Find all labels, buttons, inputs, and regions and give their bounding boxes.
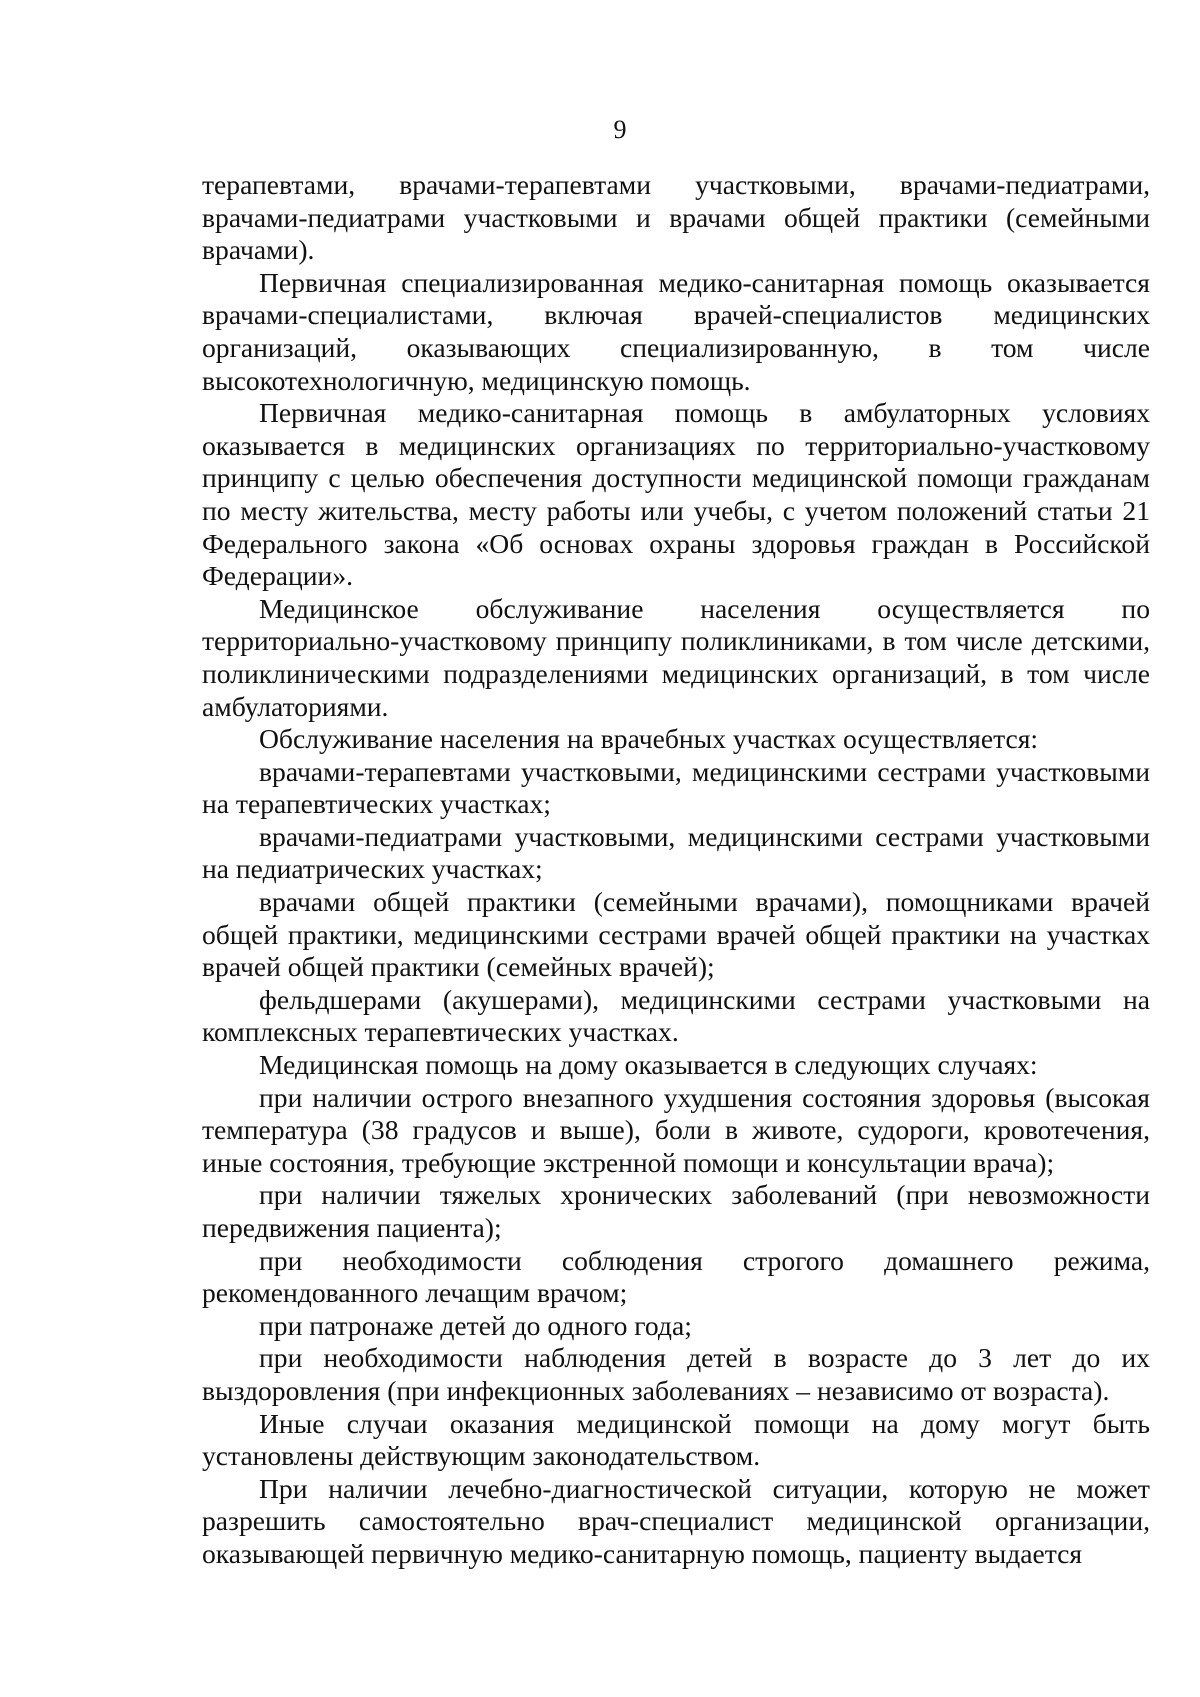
paragraph-medical-service-principle: Медицинское обслуживание населения осуществляется по территориально-участковому принципу поликлиниками, в том числе детскими, поликлиническими подразделениями медицинских организаций, в том числе амбулаториями. (202, 592, 1150, 722)
paragraph-other-cases: Иные случаи оказания медицинской помощи на дому могут быть установлены действующим законодательством. (202, 1407, 1150, 1472)
list-item-infant-patronage: при патронаже детей до одного года; (259, 1309, 692, 1341)
list-item-chronic-disease: при наличии тяжелых хронических заболеваний (при невозможности передвижения пациента); (202, 1179, 1150, 1243)
paragraph-home-care-intro: Медицинская помощь на дому оказывается в следующих случаях: (259, 1049, 1038, 1081)
list-item-paramedics: фельдшерами (акушерами), медицинскими сестрами участковыми на комплексных терапевтических участках. (202, 983, 1150, 1048)
paragraph-referral: При наличии лечебно-диагностической ситуации, которую не может разрешить самостоятельно врач-специалист медицинской организации, оказывающей первичную медико-санитарную помощь, пациенту выдается (202, 1472, 1150, 1569)
paragraph-continuation: терапевтами, врачами-терапевтами участковыми, врачами-педиатрами, врачами-педиатрами участковыми и врачами общей практики (семейными врачами). (202, 169, 1150, 266)
page-number: 9 (613, 115, 627, 144)
list-item-child-observation: при необходимости наблюдения детей в возрасте до 3 лет до их выздоровления (при инфекционных заболеваниях – независимо от возраста). (202, 1342, 1150, 1406)
list-item-pediatricians: врачами-педиатрами участковыми, медицинскими сестрами участковыми на педиатрических участках; (202, 820, 1150, 885)
document-body (202, 169, 1150, 1571)
list-item-therapists: врачами-терапевтами участковыми, медицинскими сестрами участковыми на терапевтических участках; (202, 755, 1150, 820)
paragraph-service-on-districts-intro: Обслуживание населения на врачебных участках осуществляется: (259, 723, 1039, 755)
paragraph-ambulatory-care: Первичная медико-санитарная помощь в амбулаторных условиях оказывается в медицинских организациях по территориально-участковому принципу с целью обеспечения доступности медицинской помощи гражданам по месту жительства, месту работы или учебы, с учетом положений статьи 21 Федерального закона «Об основах охраны здоровья граждан в Российской Федерации». (202, 397, 1150, 592)
list-item-home-regime: при необходимости соблюдения строгого домашнего режима, рекомендованного лечащим врачом; (202, 1244, 1150, 1309)
paragraph-primary-specialized-care: Первичная специализированная медико-санитарная помощь оказывается врачами-специалистами, включая врачей-специалистов медицинских организаций, оказывающих специализированную, в том числе высокотехнологичную, медицинскую помощь. (202, 266, 1150, 396)
list-item-acute-condition: при наличии острого внезапного ухудшения состояния здоровья (высокая температура (38 градусов и выше), боли в животе, судороги, кровотечения, иные состояния, требующие экстренной помощи и консультации врача); (202, 1081, 1150, 1178)
list-item-general-practitioners: врачами общей практики (семейными врачами), помощниками врачей общей практики, медицинскими сестрами врачей общей практики на участках врачей общей практики (семейных врачей); (202, 886, 1150, 983)
